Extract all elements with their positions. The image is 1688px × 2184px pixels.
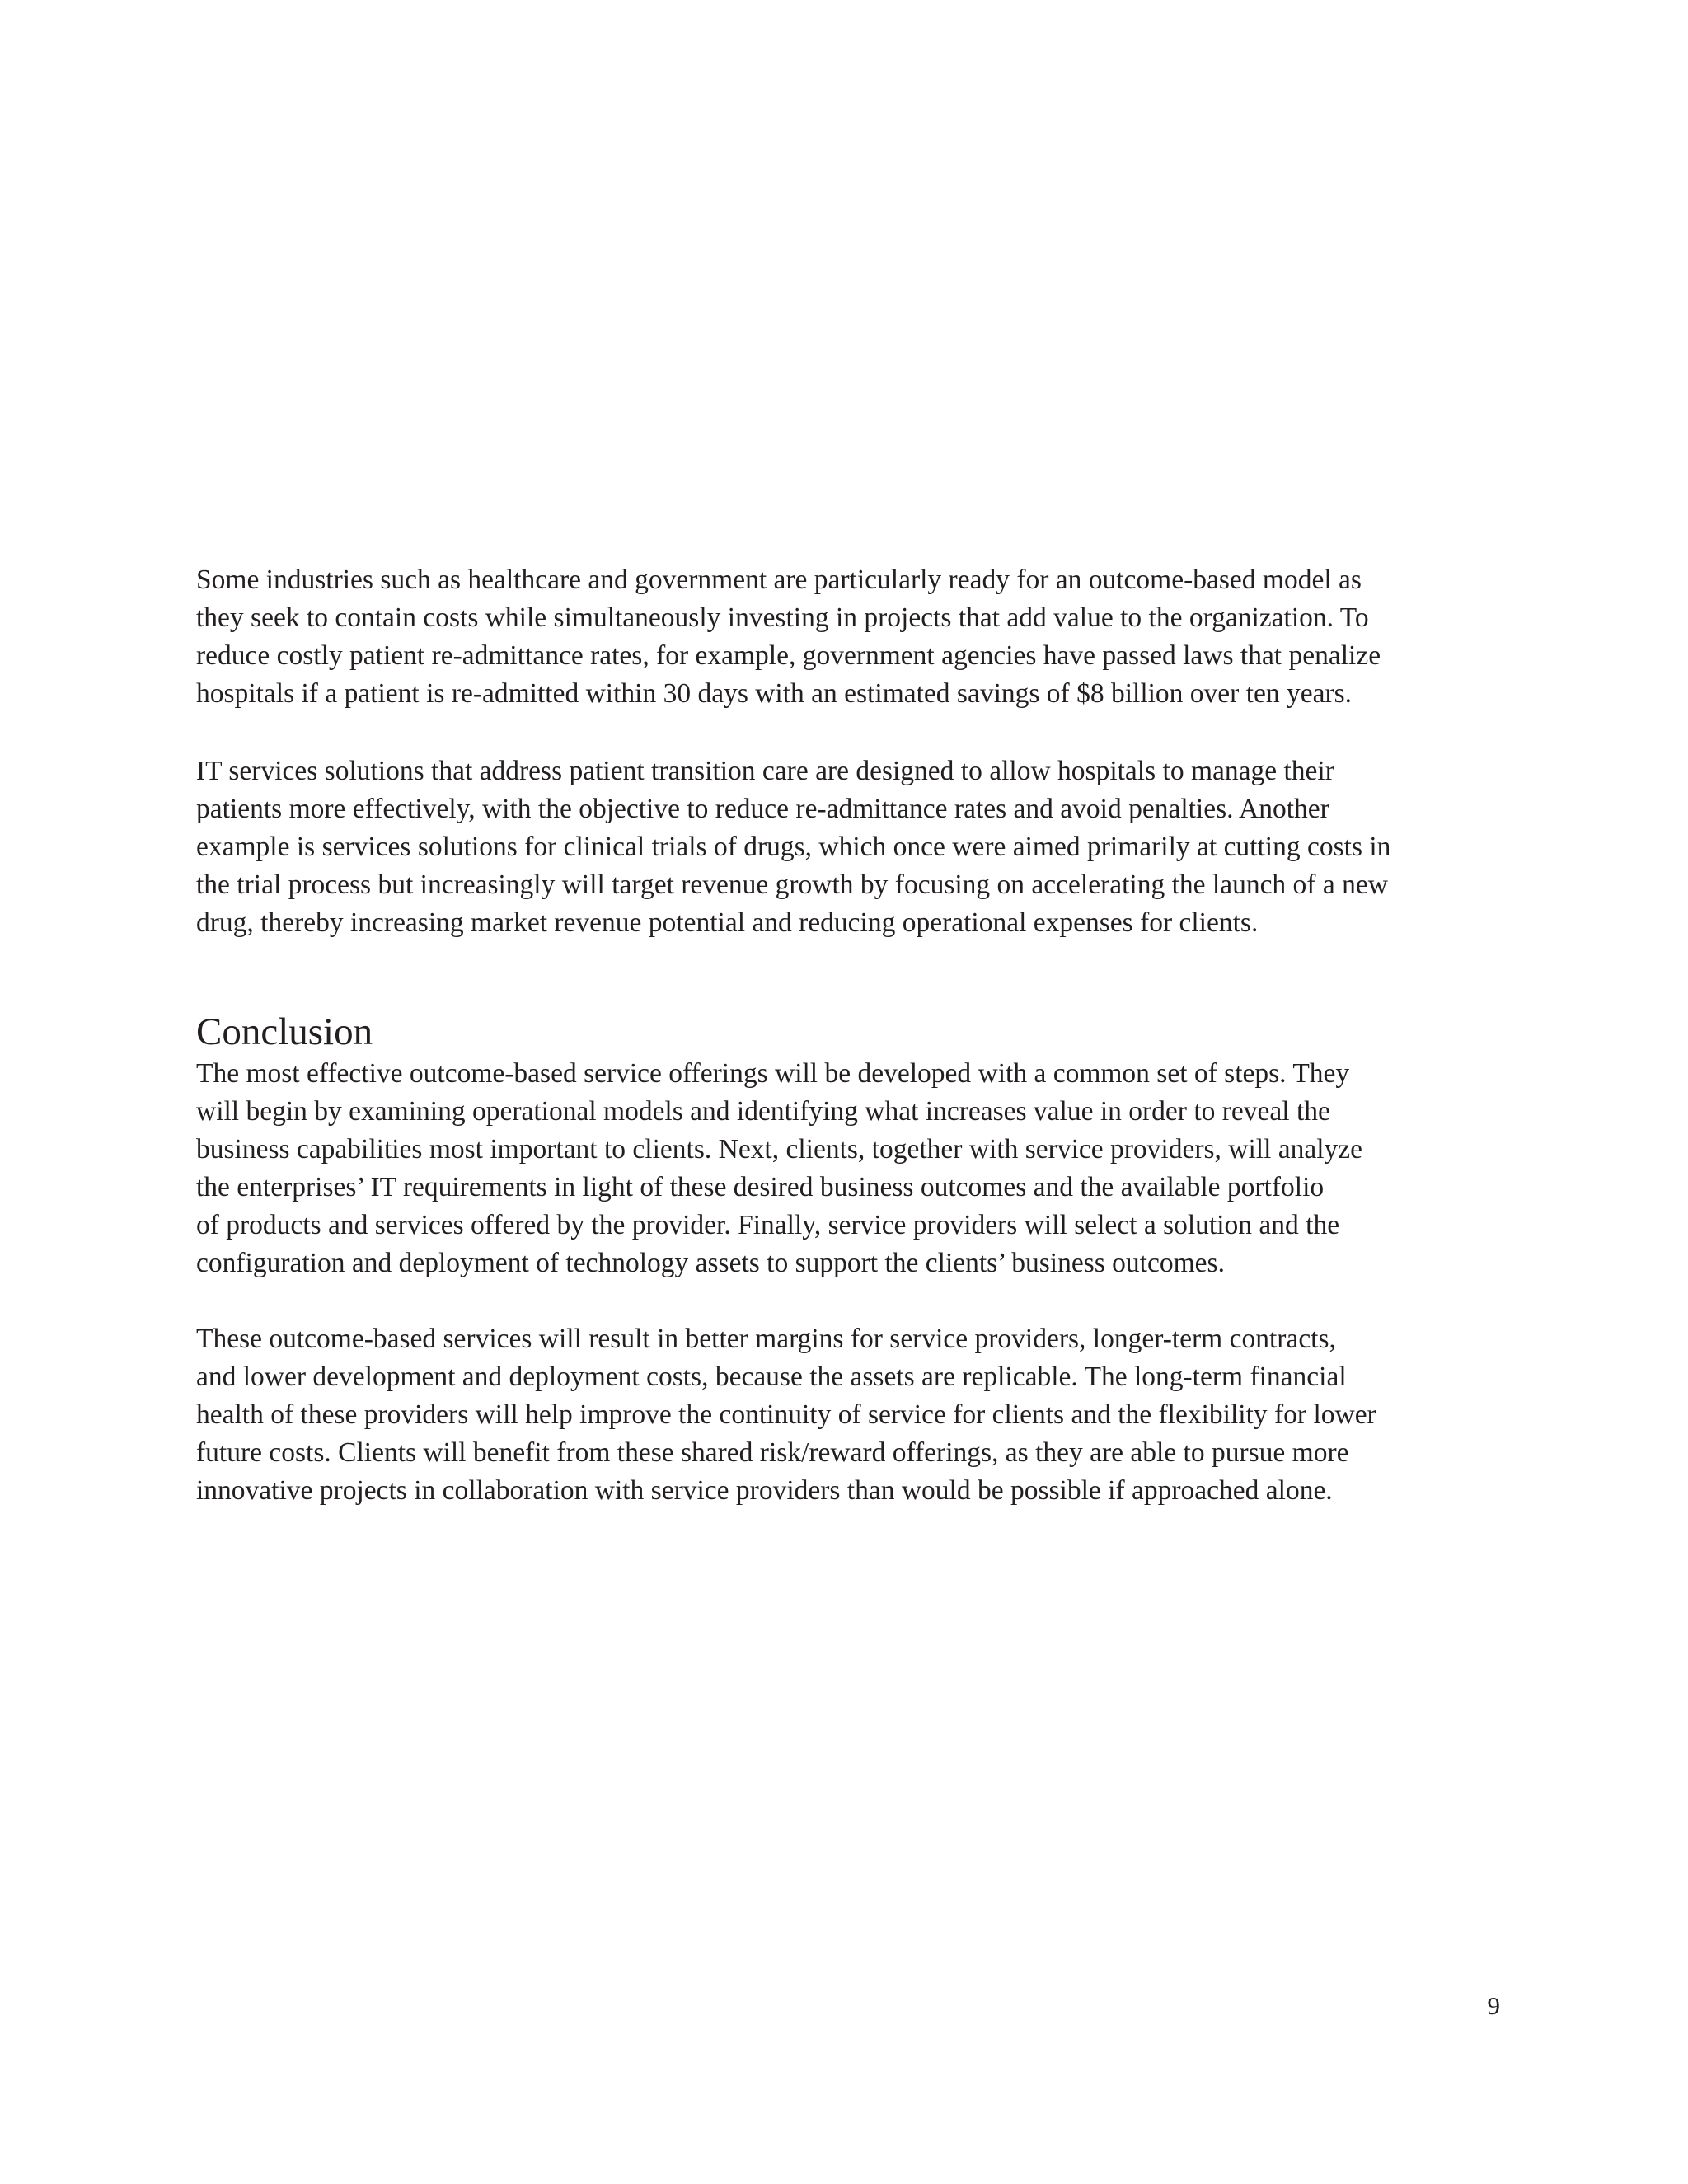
paragraph-outcome-based-industries [196, 561, 1498, 713]
paragraph-line: IT services solutions that address patient transition care are designed to allow hospitals to manage their [196, 756, 1334, 786]
paragraph-line: business capabilities most important to clients. Next, clients, together with service providers, will analyze [196, 1134, 1363, 1165]
paragraph-line: These outcome-based services will result in better margins for service providers, longer-term contracts, [196, 1324, 1336, 1354]
paragraph-it-services-solutions [196, 752, 1498, 942]
paragraph-conclusion-benefits [196, 1320, 1498, 1510]
paragraph-line: future costs. Clients will benefit from these shared risk/reward offerings, as they are able to pursue more [196, 1437, 1349, 1468]
paragraph-line: The most effective outcome-based service offerings will be developed with a common set of steps. They [196, 1058, 1350, 1089]
paragraph-line: drug, thereby increasing market revenue potential and reducing operational expenses for clients. [196, 907, 1259, 938]
paragraph-line: innovative projects in collaboration with service providers than would be possible if approached alone. [196, 1475, 1333, 1506]
paragraph-line: example is services solutions for clinical trials of drugs, which once were aimed primarily at cutting costs in [196, 832, 1391, 862]
paragraph-conclusion-steps [196, 1055, 1498, 1282]
paragraph-line: configuration and deployment of technology assets to support the clients’ business outcomes. [196, 1248, 1225, 1278]
paragraph-line: patients more effectively, with the objective to reduce re-admittance rates and avoid penalties. Another [196, 794, 1329, 824]
paragraph-line: and lower development and deployment costs, because the assets are replicable. The long-term financial [196, 1361, 1347, 1392]
page-number: 9 [1487, 1991, 1500, 2020]
paragraph-line: hospitals if a patient is re-admitted within 30 days with an estimated savings of $8 billion over ten years. [196, 678, 1353, 709]
paragraph-line: the enterprises’ IT requirements in light of these desired business outcomes and the available portfolio [196, 1172, 1325, 1202]
paragraph-line: Some industries such as healthcare and government are particularly ready for an outcome-based model as [196, 565, 1362, 595]
paragraph-line: of products and services offered by the provider. Finally, service providers will select a solution and the [196, 1210, 1340, 1240]
paragraph-line: the trial process but increasingly will target revenue growth by focusing on accelerating the launch of a new [196, 869, 1388, 900]
paragraph-line: reduce costly patient re-admittance rates, for example, government agencies have passed laws that penalize [196, 640, 1381, 671]
paragraph-line: they seek to contain costs while simultaneously investing in projects that add value to the organization. To [196, 602, 1369, 633]
paragraph-line: health of these providers will help improve the continuity of service for clients and the flexibility for lower [196, 1399, 1376, 1430]
section-heading-conclusion: Conclusion [196, 1010, 373, 1053]
paragraph-line: will begin by examining operational models and identifying what increases value in order to reveal the [196, 1096, 1330, 1127]
